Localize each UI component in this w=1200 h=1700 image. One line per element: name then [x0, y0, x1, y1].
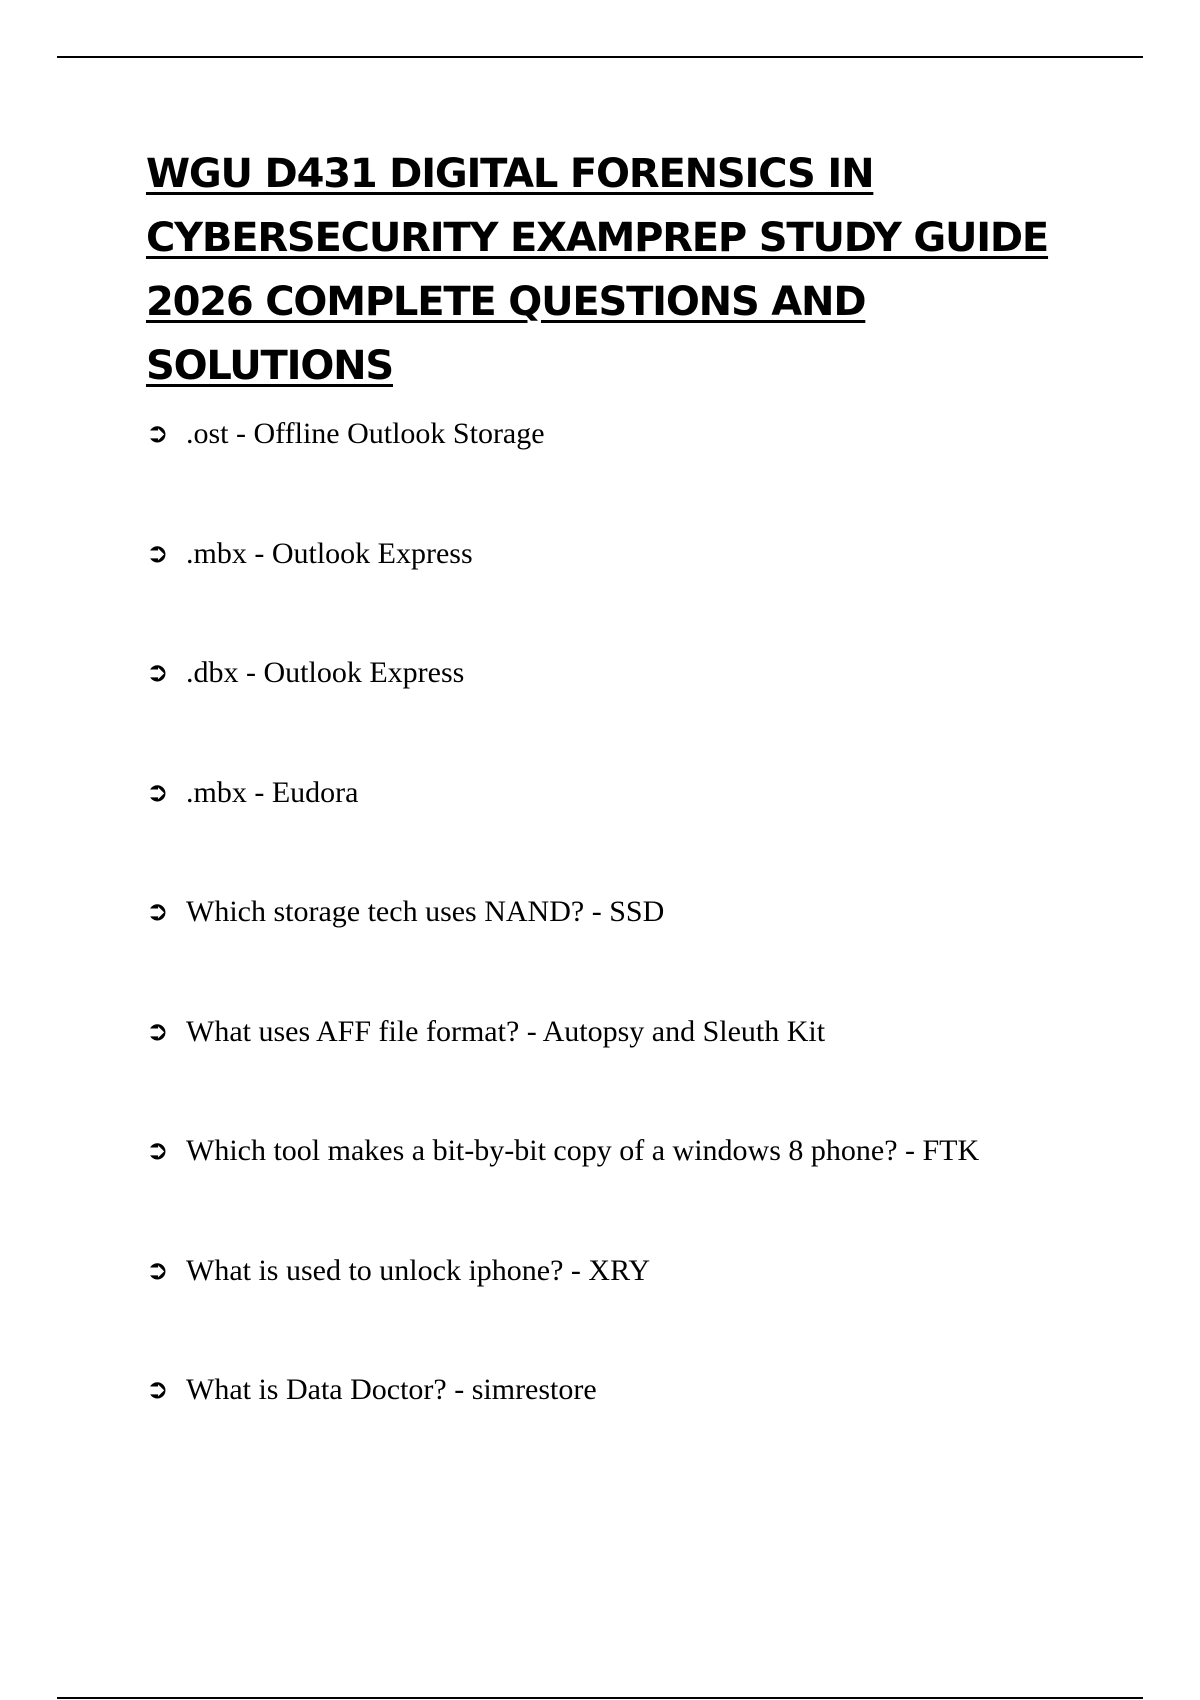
top-divider: [57, 56, 1143, 58]
list-item-text: What is used to unlock iphone? - XRY: [186, 1253, 651, 1287]
arrow-bullet-icon: ➲: [146, 896, 169, 927]
list-item-text: What uses AFF file format? - Autopsy and Sleuth Kit: [186, 1014, 826, 1048]
arrow-bullet-icon: ➲: [146, 776, 169, 808]
bottom-divider: [57, 1697, 1143, 1699]
list-item: [146, 1127, 1146, 1247]
list-item-text: What is Data Doctor? - simrestore: [186, 1373, 597, 1406]
list-item: [146, 530, 1146, 650]
list-item-text: .mbx - Outlook Express: [186, 536, 473, 570]
arrow-bullet-icon: ➲: [146, 537, 169, 569]
list-item: [146, 1247, 1146, 1367]
list-item: [146, 649, 1146, 769]
list-item-text: .ost - Offline Outlook Storage: [186, 417, 545, 450]
arrow-bullet-icon: ➲: [146, 1254, 169, 1286]
list-item: [146, 888, 1146, 1008]
arrow-bullet-icon: ➲: [146, 1374, 169, 1405]
arrow-bullet-icon: ➲: [146, 418, 169, 449]
list-item-text: .dbx - Outlook Express: [186, 656, 465, 689]
list-item-text: .mbx - Eudora: [186, 775, 359, 809]
list-item: [146, 1008, 1146, 1128]
list-item: [146, 410, 1146, 530]
arrow-bullet-icon: ➲: [146, 657, 169, 688]
document-title: WGU D431 DIGITAL FORENSICS IN CYBERSECURITY EXAMPREP STUDY GUIDE 2026 COMPLETE QUESTIONS AND SOLUTIONS: [146, 151, 1049, 389]
qa-list: [146, 410, 1146, 1486]
list-item-text: Which tool makes a bit-by-bit copy of a windows 8 phone? - FTK: [186, 1134, 980, 1167]
list-item-text: Which storage tech uses NAND? - SSD: [186, 895, 665, 928]
arrow-bullet-icon: ➲: [146, 1135, 169, 1166]
arrow-bullet-icon: ➲: [146, 1015, 169, 1047]
list-item: [146, 769, 1146, 889]
list-item: [146, 1366, 1146, 1486]
